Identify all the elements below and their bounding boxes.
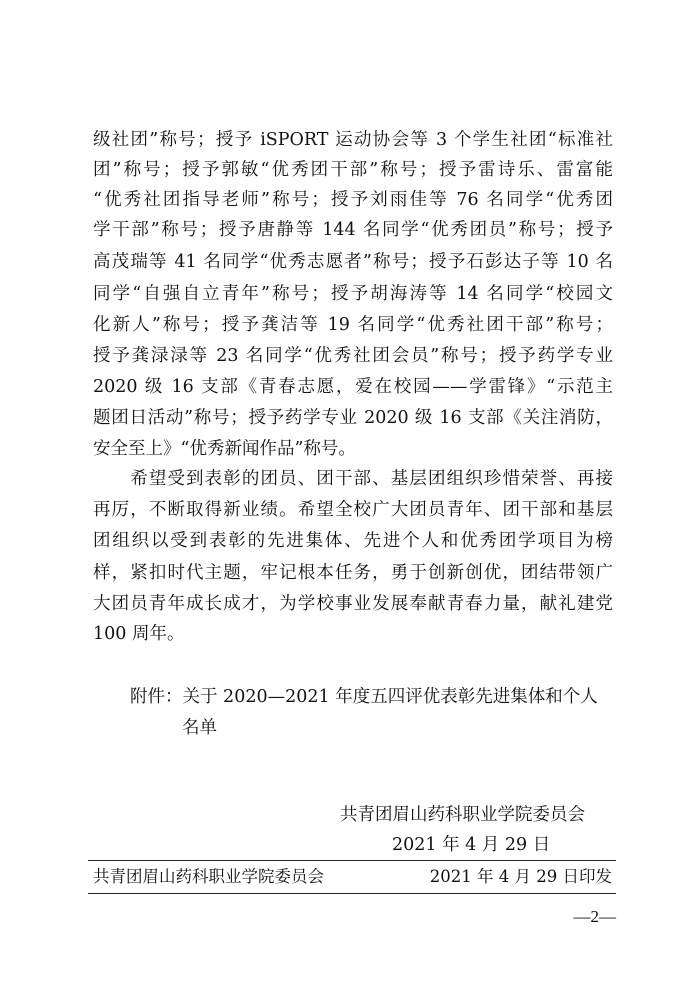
body-line: 级社团”称号；授予 iSPORT 运动协会等 3 个学生社团“标准社: [93, 130, 613, 150]
footer-bottom-rule: [88, 893, 616, 894]
body-line: 化新人”称号；授予龚洁等 19 名同学“优秀社团干部”称号；: [93, 315, 613, 335]
signature-date: 2021 年 4 月 29 日: [392, 835, 551, 855]
body-line: 安全至上》“优秀新闻作品”称号。: [93, 439, 356, 459]
body-line: 题团日活动”称号；授予药学专业 2020 级 16 支部《关注消防，: [93, 408, 613, 428]
body-line: “优秀社团指导老师”称号；授予刘雨佳等 76 名同学“优秀团: [93, 190, 613, 210]
body-line: 学干部”称号；授予唐静等 144 名同学“优秀团员”称号；授予: [93, 220, 613, 240]
attachment-line: 名单: [182, 718, 217, 738]
body-line: 大团员青年成长成才，为学校事业发展奉献青春力量，献礼建党: [93, 594, 613, 614]
attachment-line: 附件：关于 2020—2021 年度五四评优表彰先进集体和个人: [130, 687, 598, 707]
body-line: 授予龚渌渌等 23 名同学“优秀社团会员”称号；授予药学专业: [93, 346, 613, 366]
body-line: 同学“自强自立青年”称号；授予胡海涛等 14 名同学“校园文: [93, 284, 613, 304]
body-line: 样，紧扣时代主题，牢记根本任务，勇于创新创优，团结带领广: [93, 563, 613, 583]
body-line: 2020 级 16 支部《青春志愿，爱在校园——学雷锋》“示范主: [93, 377, 613, 397]
signature-org: 共青团眉山药科职业学院委员会: [340, 805, 585, 825]
body-line: 再厉，不断取得新业绩。希望全校广大团员青年、团干部和基层: [93, 500, 613, 520]
body-line: 高茂瑞等 41 名同学“优秀志愿者”称号；授予石彭达子等 10 名: [93, 252, 613, 272]
footer-top-rule: [88, 860, 616, 861]
body-line: 100 周年。: [93, 624, 185, 644]
page-number: —2—: [573, 907, 616, 926]
footer-issuer: 共青团眉山药科职业学院委员会: [93, 867, 324, 886]
body-line: 团组织以受到表彰的先进集体、先进个人和优秀团学项目为榜: [93, 531, 613, 551]
footer-issue-date: 2021 年 4 月 29 日印发: [429, 867, 612, 886]
body-line: 希望受到表彰的团员、团干部、基层团组织珍惜荣誉、再接: [93, 469, 613, 489]
body-line: 团”称号；授予郭敏“优秀团干部”称号；授予雷诗乐、雷富能: [93, 160, 613, 180]
